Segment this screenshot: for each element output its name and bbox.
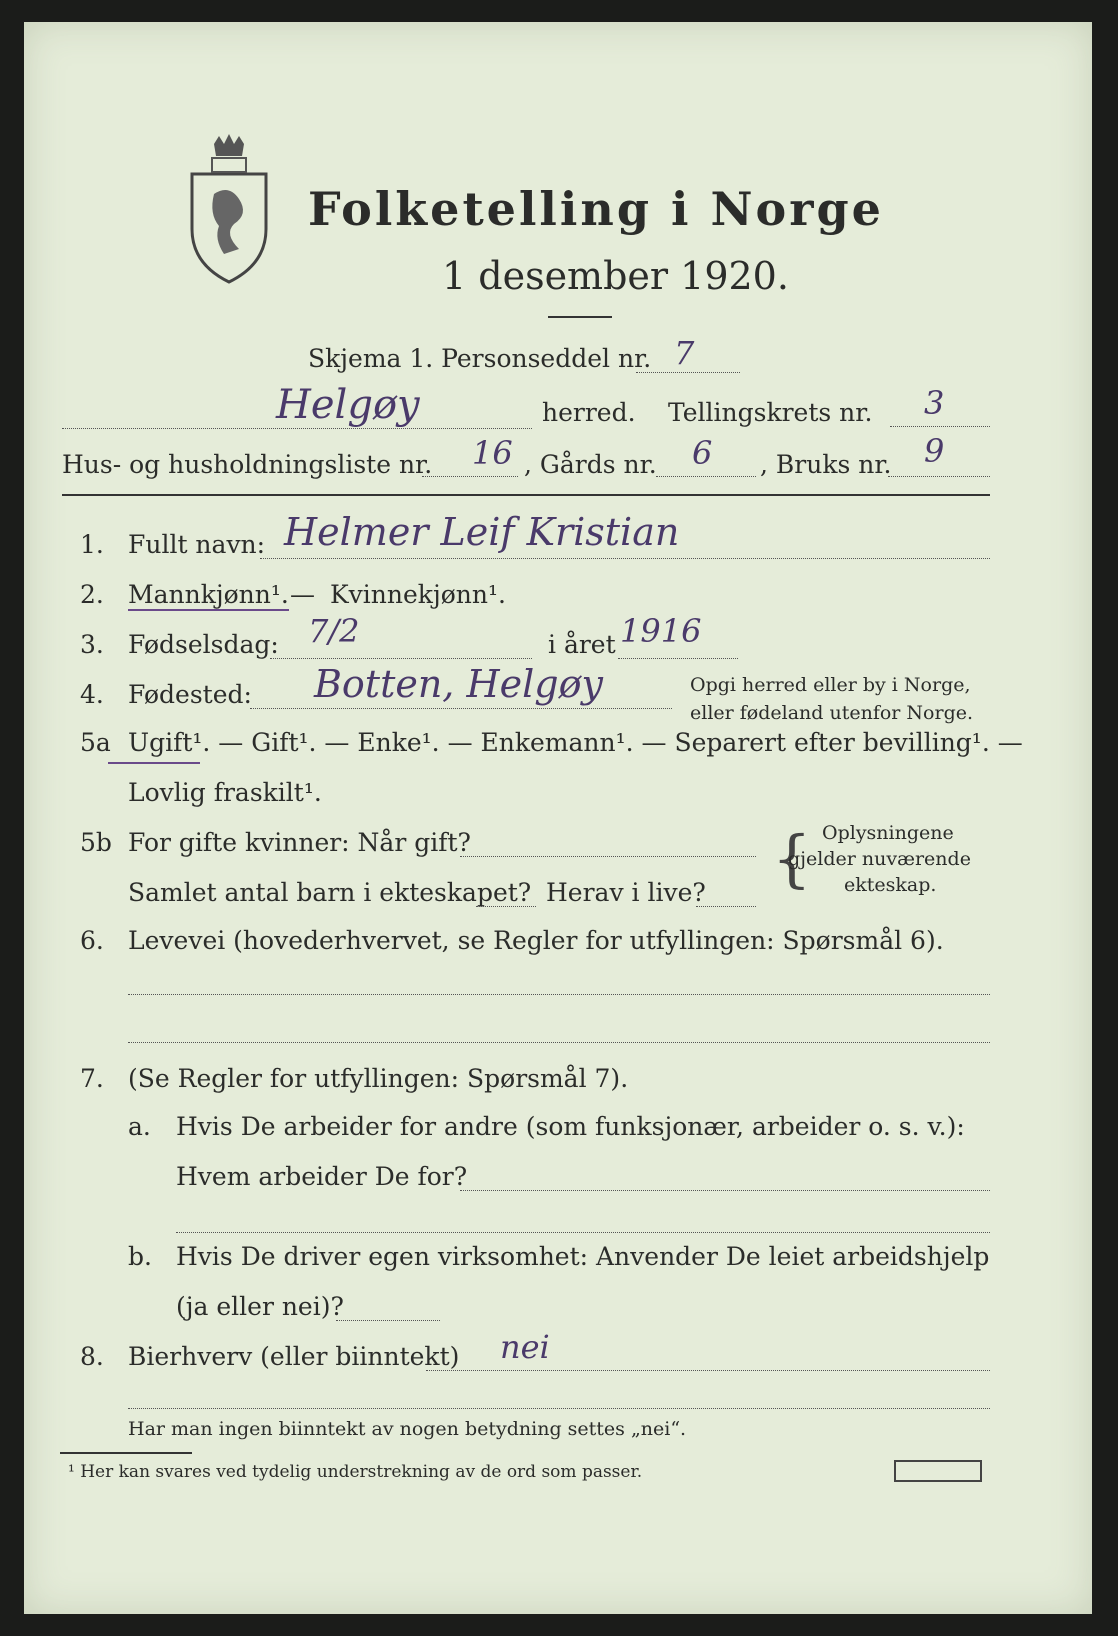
hus-label: Hus- og husholdningsliste nr. xyxy=(62,450,433,479)
q6-label: Levevei (hovederhvervet, se Regler for utfyllingen: Spørsmål 6). xyxy=(128,926,944,955)
title-divider xyxy=(548,316,612,318)
q5b-number: 5b xyxy=(80,828,112,857)
q5b-married-line xyxy=(460,856,756,857)
q7a-line-2 xyxy=(176,1232,990,1233)
q5b-note-3: ekteskap. xyxy=(844,874,937,896)
bruks-line xyxy=(888,476,990,477)
q6-line-2 xyxy=(128,1042,990,1043)
q5b-alive-line xyxy=(696,906,756,907)
q4-number: 4. xyxy=(80,680,104,709)
q6-number: 6. xyxy=(80,926,104,955)
q7-label: (Se Regler for utfyllingen: Spørsmål 7). xyxy=(128,1064,629,1093)
q1-label: Fullt navn: xyxy=(128,530,266,559)
census-form-sheet xyxy=(24,22,1092,1614)
q4-label: Fødested: xyxy=(128,680,252,709)
q7-number: 7. xyxy=(80,1064,104,1093)
q5a-number: 5a xyxy=(80,728,111,757)
q2-separator: — xyxy=(290,580,315,609)
footnote: ¹ Her kan svares ved tydelig understrekning av de ord som passer. xyxy=(68,1462,643,1482)
q7a-employer-label: Hvem arbeider De for? xyxy=(176,1162,468,1191)
q4-note-2: eller fødeland utenfor Norge. xyxy=(690,702,974,724)
gards-value[interactable]: 6 xyxy=(692,434,713,472)
bruks-label: , Bruks nr. xyxy=(760,450,892,479)
q5b-brace: { xyxy=(772,822,812,895)
coat-of-arms-icon xyxy=(184,134,274,284)
q3-value[interactable]: 7/2 xyxy=(308,612,360,650)
printer-stamp-icon xyxy=(894,1460,982,1482)
q4-note-1: Opgi herred eller by i Norge, xyxy=(690,674,971,696)
q6-line-1 xyxy=(128,994,990,995)
q8-label: Bierhverv (eller biinntekt) xyxy=(128,1342,460,1371)
gards-line xyxy=(656,476,756,477)
q7a-employer-line xyxy=(460,1190,990,1191)
q3-year-label: i året xyxy=(548,630,616,659)
tellingskrets-label: Tellingskrets nr. xyxy=(668,398,873,427)
tellingskrets-line xyxy=(890,426,990,427)
q8-line xyxy=(426,1370,990,1371)
q5b-children-line xyxy=(476,906,536,907)
q7b-number: b. xyxy=(128,1242,152,1271)
q7a-label: Hvis De arbeider for andre (som funksjonær, arbeider o. s. v.): xyxy=(176,1112,965,1141)
q3-line xyxy=(270,658,532,659)
q2-female-option[interactable]: Kvinnekjønn¹. xyxy=(330,580,506,609)
q5a-options[interactable]: Ugift¹. — Gift¹. — Enke¹. — Enkemann¹. — Separert efter bevilling¹. — xyxy=(128,728,1023,757)
gards-label: , Gårds nr. xyxy=(524,450,657,479)
herred-value[interactable]: Helgøy xyxy=(276,382,420,428)
census-date: 1 desember 1920. xyxy=(442,254,789,298)
hus-value[interactable]: 16 xyxy=(472,434,513,472)
q1-number: 1. xyxy=(80,530,104,559)
q3-year-line xyxy=(618,658,738,659)
q8-value[interactable]: nei xyxy=(500,1328,550,1366)
q5b-children-label: Samlet antal barn i ekteskapet? xyxy=(128,878,532,907)
q5b-note-1: Oplysningene xyxy=(822,822,954,844)
q5b-alive-label: Herav i live? xyxy=(546,878,706,907)
q8-line-2 xyxy=(128,1408,990,1409)
q7b-label: Hvis De driver egen virksomhet: Anvender De leiet arbeidshjelp xyxy=(176,1242,990,1271)
q3-label: Fødselsdag: xyxy=(128,630,279,659)
q1-value[interactable]: Helmer Leif Kristian xyxy=(284,510,680,554)
footnote-divider xyxy=(60,1452,192,1454)
personseddel-value[interactable]: 7 xyxy=(674,334,695,372)
ugift-underline xyxy=(108,762,200,764)
q4-value[interactable]: Botten, Helgøy xyxy=(314,662,603,706)
personseddel-line xyxy=(636,372,740,373)
q4-line xyxy=(250,708,672,709)
q1-line xyxy=(260,558,990,559)
herred-label: herred. xyxy=(542,398,636,427)
q5a-options-2[interactable]: Lovlig fraskilt¹. xyxy=(128,778,322,807)
header-divider xyxy=(62,494,990,496)
q2-number: 2. xyxy=(80,580,104,609)
q3-year-value[interactable]: 1916 xyxy=(620,612,702,650)
hus-line xyxy=(422,476,518,477)
form-title: Folketelling i Norge xyxy=(308,182,884,236)
nei-note: Har man ingen biinntekt av nogen betydning settes „nei“. xyxy=(128,1418,687,1440)
herred-line xyxy=(62,428,532,429)
q5b-label: For gifte kvinner: Når gift? xyxy=(128,828,471,857)
schema-label: Skjema 1. Personseddel nr. xyxy=(308,344,652,373)
tellingskrets-value[interactable]: 3 xyxy=(924,384,945,422)
q8-number: 8. xyxy=(80,1342,104,1371)
q7b-label-2: (ja eller nei)? xyxy=(176,1292,344,1321)
q7a-number: a. xyxy=(128,1112,151,1141)
q3-number: 3. xyxy=(80,630,104,659)
bruks-value[interactable]: 9 xyxy=(924,432,945,470)
q2-male-option[interactable]: Mannkjønn¹. xyxy=(128,580,289,609)
q7b-line xyxy=(336,1320,440,1321)
q5b-note-2: gjelder nuværende xyxy=(788,848,971,870)
